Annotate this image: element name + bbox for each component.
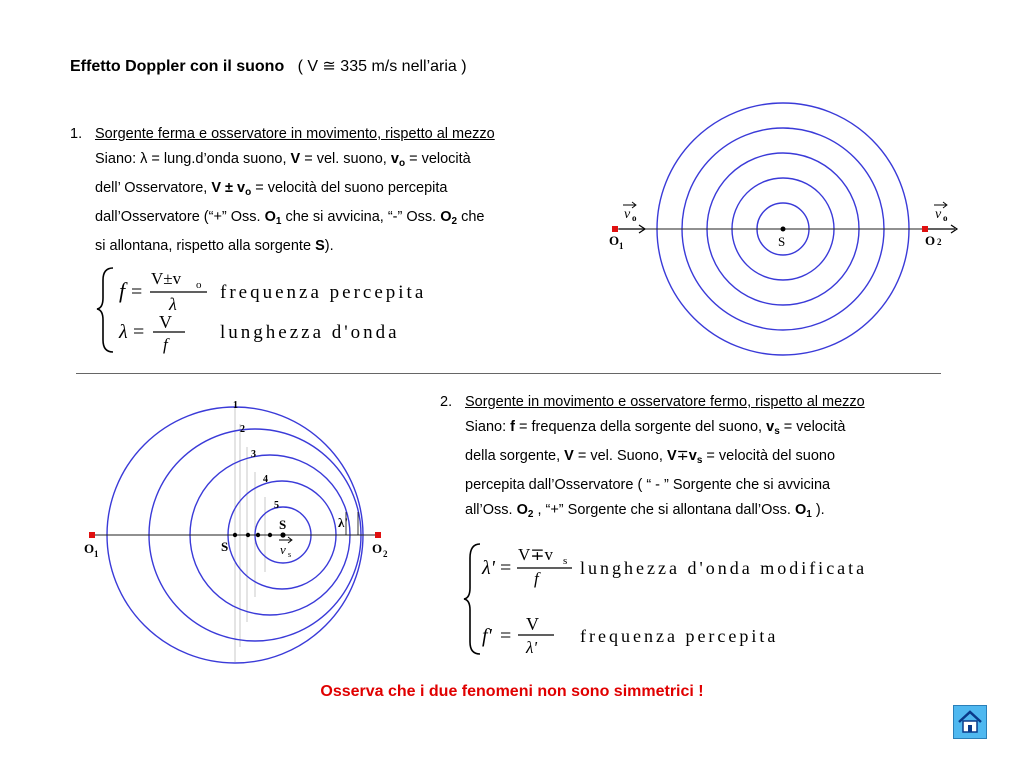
section-1-text bbox=[70, 122, 570, 259]
formula-1 bbox=[95, 262, 605, 357]
formula-1-label-2: lunghezza d'onda bbox=[220, 322, 400, 343]
formula-2-lambda: λ' bbox=[482, 557, 495, 579]
formula-2-label-2: frequenza percepita bbox=[580, 626, 779, 646]
wave-number-3: 3 bbox=[251, 449, 256, 460]
formula-1-lambda: λ bbox=[119, 321, 128, 343]
wave-number-4: 4 bbox=[263, 474, 268, 485]
formula-1-label-1: frequenza percepita bbox=[220, 282, 427, 303]
observer-o2-marker bbox=[922, 226, 928, 232]
source-dot bbox=[781, 227, 786, 232]
svg-text:o: o bbox=[943, 213, 948, 223]
source-label: S bbox=[778, 234, 786, 249]
formula-1-eq-2: = bbox=[133, 321, 145, 343]
title-note: ( V ≅ 335 m/s nell’aria ) bbox=[297, 58, 467, 75]
formula-2-num: V∓v bbox=[518, 545, 554, 564]
formula-1-num: V±v bbox=[151, 269, 182, 288]
source-current-label: S bbox=[279, 517, 287, 532]
section-2-line-4: percepita dall’Osservatore ( “ - ” Sorgente che si avvicina bbox=[465, 477, 831, 493]
observer-o1-marker bbox=[612, 226, 618, 232]
section-1-line-2: Siano: λ = lung.d’onda suono, V = vel. suono, $v_o$ = velocità bbox=[95, 151, 471, 169]
formula-2-eq-2: = bbox=[500, 625, 512, 647]
formula-2-label-1: lunghezza d'onda modificata bbox=[580, 558, 868, 578]
formula-1-den-2: f bbox=[163, 335, 168, 354]
formula-1-num-sub: o bbox=[196, 279, 202, 291]
svg-text:s: s bbox=[288, 550, 292, 559]
svg-text:2: 2 bbox=[937, 237, 942, 247]
formula-2-f: f' bbox=[482, 625, 492, 647]
velocity-s-label: v bbox=[280, 542, 286, 557]
observer-o2-label: O bbox=[925, 233, 936, 248]
section-1-line-3: dell’ Osservatore, $V \pm v_o$ = velocità del suono percepita bbox=[95, 180, 448, 198]
formula-1-f: f bbox=[119, 278, 126, 303]
observer-o2-label: O bbox=[372, 541, 383, 556]
observer-o1-label: O bbox=[609, 233, 620, 248]
wave-number-2: 2 bbox=[240, 424, 245, 435]
formula-1-num-2: V bbox=[159, 312, 172, 332]
formula-2-num-sub: s bbox=[563, 555, 568, 567]
diagram-stationary-source bbox=[595, 100, 975, 360]
page-title bbox=[70, 56, 467, 76]
section-divider bbox=[76, 373, 941, 374]
diagram-moving-source bbox=[80, 392, 400, 677]
home-icon bbox=[954, 706, 986, 738]
section-2-line-2: Siano: f = frequenza della sorgente del suono, $v_s$ = velocità bbox=[465, 419, 846, 437]
formula-2-den-2: λ' bbox=[526, 638, 537, 657]
section-2-heading: Sorgente in movimento e osservatore fermo, rispetto al mezzo bbox=[465, 394, 865, 410]
svg-text:o: o bbox=[632, 213, 637, 223]
home-button[interactable] bbox=[953, 705, 987, 739]
section-1-line-4: dall’Osservatore (“+” Oss. $O_1$ che si avvicina, “-” Oss. $O_2$ che bbox=[95, 209, 485, 227]
wave-number-1: 1 bbox=[233, 400, 238, 411]
lambda-prime-label: λ' bbox=[338, 515, 348, 530]
formula-2-den: f bbox=[534, 569, 539, 588]
conclusion-text: Osserva che i due fenomeni non sono simmetrici ! bbox=[320, 683, 704, 700]
section-2-line-3: della sorgente, V = vel. Suono, $V\mp v_s$ = velocità del suono bbox=[465, 448, 836, 466]
formula-2-eq: = bbox=[500, 557, 512, 579]
svg-text:2: 2 bbox=[383, 549, 388, 559]
velocity-o1-label: v bbox=[624, 207, 631, 222]
section-1-line-5: si allontana, rispetto alla sorgente S). bbox=[95, 238, 334, 254]
observer-o1-label: O bbox=[84, 541, 95, 556]
velocity-o2-label: v bbox=[935, 207, 942, 222]
formula-1-den: λ bbox=[169, 294, 177, 314]
svg-text:1: 1 bbox=[94, 549, 99, 559]
source-start-label: S bbox=[221, 539, 229, 554]
section-2-line-5: all’Oss. $O_2$ , “+” Sorgente che si allontana dall’Oss. $O_1$ ). bbox=[465, 502, 825, 520]
formula-2-num-2: V bbox=[526, 614, 539, 634]
observer-o1-marker bbox=[89, 532, 95, 538]
section-2-text bbox=[440, 390, 940, 527]
title-main: Effetto Doppler con il suono bbox=[70, 58, 285, 75]
section-1-number: 1. bbox=[70, 126, 83, 142]
section-1-heading: Sorgente ferma e osservatore in movimento, rispetto al mezzo bbox=[95, 126, 495, 142]
wave-number-5: 5 bbox=[274, 500, 279, 511]
svg-text:1: 1 bbox=[619, 241, 624, 251]
formula-2 bbox=[462, 538, 967, 660]
section-2-number: 2. bbox=[440, 394, 453, 410]
formula-1-eq: = bbox=[131, 281, 143, 303]
observer-o2-marker bbox=[375, 532, 381, 538]
